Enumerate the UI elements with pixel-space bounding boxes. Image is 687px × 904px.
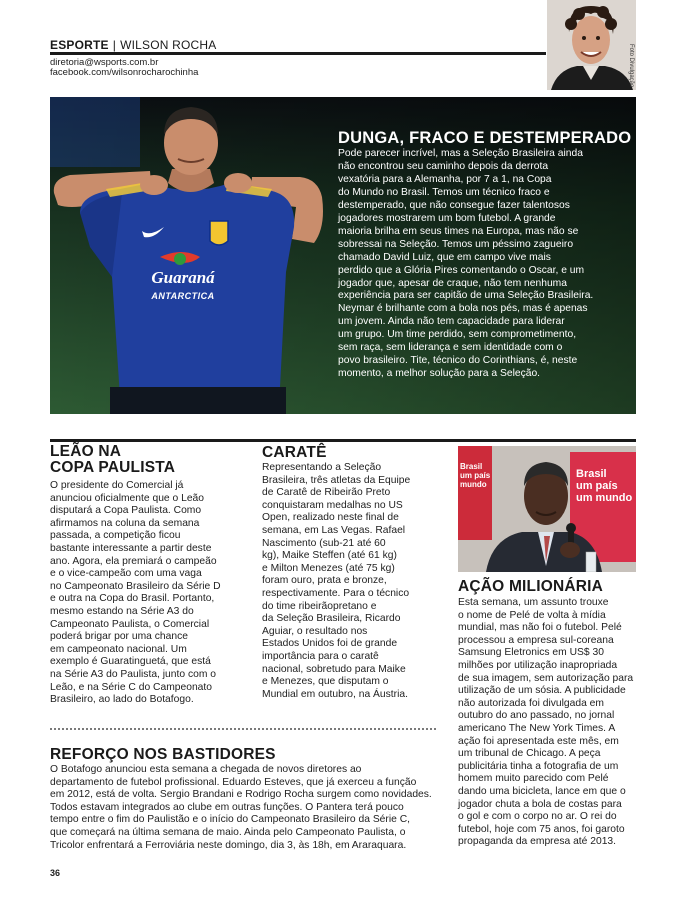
- banner-left-text: Brasil um país mundo: [460, 462, 491, 489]
- feature-text: Pode parecer incrível, mas a Seleção Brasileira ainda não encontrou seu caminho depois da derrota vexatória para a Alemanha, por 7 a 1, na Copa do Mundo no Brasil. Temos um técnico fraco e destemperado, que não consegue fazer talentosos jogadores mostrarem um bom futebol. A grande maioria brilha em seus times na Europa, mas não se sobressai na Seleção. Temos um péssimo zagueiro chamado David Luiz, que em campo vive mais perdido que a Glória Pires comentando o Oscar, e um jogador que, apesar de craque, não tem nenhuma experiência para ser capitão de uma Seleção Brasileira. Neymar é brilhante com a bola nos pés, mas é apenas um jovem. Ainda não tem capacidade para liderar um grupo. Um time perdido, sem comprometimento, sem raça, sem liderança e sem identidade com o povo brasileiro. Tite, técnico do Corinthians, é, neste momento, a melhor solução para a Seleção.: [338, 148, 594, 380]
- section-name: ESPORTE: [50, 38, 109, 52]
- pele-photo: [458, 446, 636, 572]
- author-portrait: [547, 0, 636, 90]
- author-photo: [547, 0, 636, 90]
- header-rule: [50, 52, 546, 55]
- leao-text: O presidente do Comercial já anunciou oficialmente que o Leão disputará a Copa Paulista. Como afirmamos na coluna da semana passada, a competição ficou bastante interessante a partir deste ano. Agora, ela premiará o campeão e o vice-campeão com uma vaga no Campeonato Brasileiro da Série D e outra na Copa do Brasil. Portanto, mesmo estando na Série A3 do Campeonato Paulista, o Comercial poderá brigar por uma chance em campeonato nacional. Um exemplo é Guaratinguetá, que está na Série A3 do Paulista, junto com o Leão, e na Série C do Campeonato Brasileiro, ao lado do Botafogo.: [50, 480, 221, 706]
- shirt-sponsor-logo: [138, 270, 228, 304]
- carate-text: Representando a Seleção Brasileira, três atletas da Equipe de Caratê de Ribeirão Preto conquistaram medalhas no US Open, realizado neste final de semana, em Las Vegas. Rafael Nascimento (sub-21 até 60 kg), Maike Steffen (até 61 kg) e Milton Menezes (até 75 kg) foram ouro, prata e bronze, respectivamente. Para o técnico do time ribeirãopretano e da Seleção Brasileira, Ricardo Aguiar, o resultado nos Estados Unidos foi de grande importância para o caratê nacional, sobretudo para Maike e Menezes, que disputam o Mundial em outubro, na Áustria.: [262, 462, 411, 700]
- author-email[interactable]: diretoria@wsports.com.br: [50, 57, 159, 68]
- page-number: 36: [50, 868, 61, 878]
- reforco-text: O Botafogo anunciou esta semana a chegada de novos diretores ao departamento de futebol profissional. Eduardo Esteves, que já exerceu a função em 2012, está de volta. Sergio Brandani e Rodrigo Rocha surgem como novidades. Todos estavam integrados ao clube em outras funções. O Pantera terá pouco tempo entre o fim do Paulistão e o início do Campeonato Brasileiro da Série C, que começará na última semana de maio. Ainda pelo Campeonato Paulista, o Tricolor enfrentará a Ferroviária neste domingo, dia 3, às 18h, em Araraquara.: [50, 764, 432, 851]
- leao-title: LEÃO NA COPA PAULISTA: [50, 443, 176, 476]
- carate-title: CARATÊ: [262, 444, 327, 461]
- acao-title: AÇÃO MILIONÁRIA: [458, 578, 604, 595]
- shirt-sponsor-name: Guaraná: [151, 268, 215, 287]
- acao-text: Esta semana, um assunto trouxe o nome de Pelé de volta à mídia mundial, mas não foi o futebol. Pelé processou a empresa sul-coreana Samsung Eletronics em US$ 30 milhões por utilização inapropriada de sua imagem, sem autorização para utilização de um sósia. A publicidade não autorizada foi divulgada em outubro do ano passado, no jornal americano The New York Times. A ação foi apresentada este mês, em um tribunal de Chicago. A peça publicitária tinha a fotografia de um homem muito parecido com Pelé dando uma bicicleta, lance em que o jogador chuta a bola de costas para o gol e com o corpo no ar. O rei do futebol, hoje com 75 anos, foi garoto propaganda da empresa até 2013.: [458, 597, 634, 848]
- feature-title: DUNGA, FRACO E DESTEMPERADO: [338, 129, 632, 147]
- section-divider: [50, 439, 636, 442]
- shirt-sponsor-sub: ANTARCTICA: [151, 291, 215, 301]
- dotted-divider: [50, 728, 436, 730]
- section-header: [50, 38, 217, 52]
- reforco-title: REFORÇO NOS BASTIDORES: [50, 746, 276, 763]
- photo-credit: Foto Divulgação: [628, 44, 634, 88]
- author-facebook[interactable]: facebook.com/wilsonrocharochinha: [50, 67, 199, 78]
- author-name: WILSON ROCHA: [120, 38, 217, 52]
- header-separator: |: [112, 38, 117, 52]
- banner-right-text: Brasil um país um mundo: [576, 468, 633, 504]
